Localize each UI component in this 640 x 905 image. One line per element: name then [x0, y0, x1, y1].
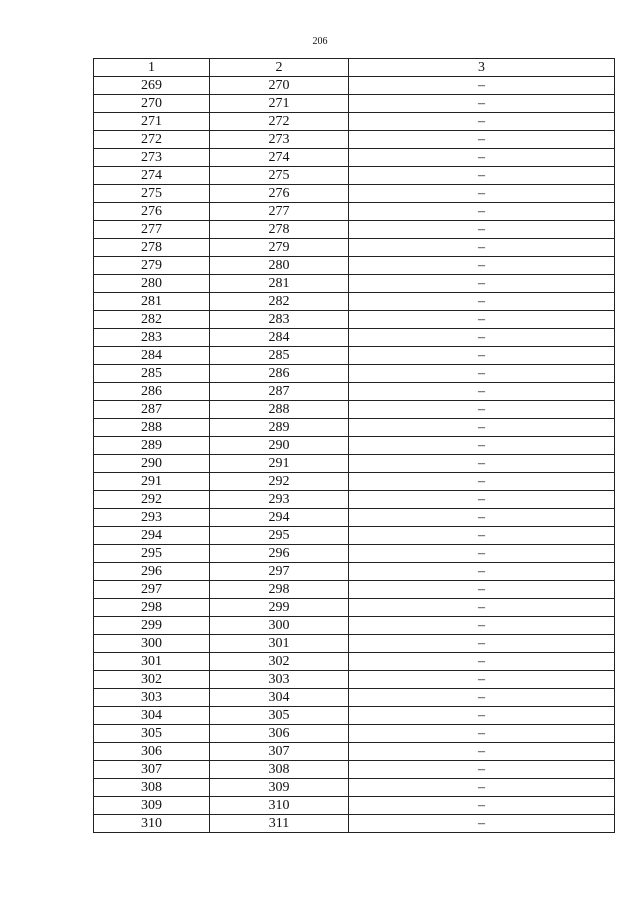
table-cell-col-3: –: [349, 545, 615, 563]
table-cell-col-1: 291: [94, 473, 210, 491]
table-row: [94, 293, 615, 311]
table-header-row: [94, 59, 615, 77]
table-cell-col-1: 269: [94, 77, 210, 95]
table-row: [94, 545, 615, 563]
table-cell-col-1: 298: [94, 599, 210, 617]
table-cell-col-3: –: [349, 689, 615, 707]
table-row: [94, 437, 615, 455]
table-cell-col-1: 282: [94, 311, 210, 329]
table-cell-col-2: 303: [210, 671, 349, 689]
table-cell-col-3: –: [349, 563, 615, 581]
table-cell-col-1: 306: [94, 743, 210, 761]
table-cell-col-2: 301: [210, 635, 349, 653]
table-cell-col-3: –: [349, 293, 615, 311]
table-cell-col-1: 305: [94, 725, 210, 743]
table-cell-col-1: 273: [94, 149, 210, 167]
table-row: [94, 761, 615, 779]
table-cell-col-1: 296: [94, 563, 210, 581]
table-cell-col-1: 285: [94, 365, 210, 383]
table-cell-col-1: 281: [94, 293, 210, 311]
table-cell-col-1: 275: [94, 185, 210, 203]
table-cell-col-1: 295: [94, 545, 210, 563]
table-cell-col-3: –: [349, 599, 615, 617]
table-cell-col-1: 299: [94, 617, 210, 635]
table-cell-col-2: 295: [210, 527, 349, 545]
column-header-1: 1: [94, 59, 210, 77]
table-cell-col-3: –: [349, 383, 615, 401]
table-cell-col-3: –: [349, 581, 615, 599]
table-cell-col-1: 309: [94, 797, 210, 815]
table-row: [94, 329, 615, 347]
table-cell-col-1: 292: [94, 491, 210, 509]
table-cell-col-3: –: [349, 185, 615, 203]
table-row: [94, 671, 615, 689]
table-cell-col-2: 304: [210, 689, 349, 707]
table-row: [94, 131, 615, 149]
table-cell-col-1: 270: [94, 95, 210, 113]
table-cell-col-2: 308: [210, 761, 349, 779]
table-cell-col-3: –: [349, 203, 615, 221]
table-cell-col-3: –: [349, 635, 615, 653]
table-cell-col-2: 278: [210, 221, 349, 239]
table-cell-col-2: 293: [210, 491, 349, 509]
table-row: [94, 617, 615, 635]
table-row: [94, 383, 615, 401]
table-row: [94, 743, 615, 761]
table-row: [94, 635, 615, 653]
table-cell-col-1: 300: [94, 635, 210, 653]
table-cell-col-2: 305: [210, 707, 349, 725]
table-row: [94, 347, 615, 365]
table-cell-col-3: –: [349, 653, 615, 671]
table-row: [94, 401, 615, 419]
table-cell-col-2: 275: [210, 167, 349, 185]
table-cell-col-2: 300: [210, 617, 349, 635]
table-row: [94, 797, 615, 815]
table-cell-col-2: 297: [210, 563, 349, 581]
table-row: [94, 365, 615, 383]
table-cell-col-1: 287: [94, 401, 210, 419]
table-cell-col-2: 277: [210, 203, 349, 221]
table-row: [94, 527, 615, 545]
table-cell-col-2: 272: [210, 113, 349, 131]
table-cell-col-1: 307: [94, 761, 210, 779]
table-cell-col-3: –: [349, 329, 615, 347]
table-cell-col-1: 272: [94, 131, 210, 149]
table-cell-col-3: –: [349, 761, 615, 779]
page-number: 206: [312, 36, 328, 47]
table-cell-col-2: 291: [210, 455, 349, 473]
table-cell-col-1: 289: [94, 437, 210, 455]
table-row: [94, 275, 615, 293]
table-cell-col-2: 286: [210, 365, 349, 383]
table-cell-col-2: 306: [210, 725, 349, 743]
table-cell-col-3: –: [349, 491, 615, 509]
table-row: [94, 185, 615, 203]
table-cell-col-2: 302: [210, 653, 349, 671]
table-row: [94, 563, 615, 581]
table-row: [94, 419, 615, 437]
table-row: [94, 95, 615, 113]
table-cell-col-1: 286: [94, 383, 210, 401]
table-cell-col-2: 289: [210, 419, 349, 437]
table-cell-col-1: 310: [94, 815, 210, 833]
table-cell-col-2: 288: [210, 401, 349, 419]
table-cell-col-3: –: [349, 257, 615, 275]
table-cell-col-1: 308: [94, 779, 210, 797]
table-cell-col-1: 283: [94, 329, 210, 347]
table-row: [94, 599, 615, 617]
table-cell-col-2: 280: [210, 257, 349, 275]
table-cell-col-1: 304: [94, 707, 210, 725]
table-cell-col-1: 271: [94, 113, 210, 131]
table-cell-col-2: 270: [210, 77, 349, 95]
table-cell-col-3: –: [349, 455, 615, 473]
table-cell-col-3: –: [349, 401, 615, 419]
column-header-3: 3: [349, 59, 615, 77]
table-cell-col-3: –: [349, 221, 615, 239]
table-cell-col-1: 301: [94, 653, 210, 671]
table-cell-col-3: –: [349, 149, 615, 167]
table-cell-col-3: –: [349, 725, 615, 743]
table-cell-col-3: –: [349, 437, 615, 455]
table-cell-col-3: –: [349, 527, 615, 545]
table-cell-col-3: –: [349, 779, 615, 797]
table-cell-col-2: 299: [210, 599, 349, 617]
table-cell-col-2: 282: [210, 293, 349, 311]
table-cell-col-2: 284: [210, 329, 349, 347]
table-cell-col-1: 294: [94, 527, 210, 545]
table-cell-col-3: –: [349, 743, 615, 761]
table-row: [94, 689, 615, 707]
table-cell-col-1: 276: [94, 203, 210, 221]
table-row: [94, 509, 615, 527]
data-table: [93, 58, 615, 833]
column-header-2: 2: [210, 59, 349, 77]
table-cell-col-1: 280: [94, 275, 210, 293]
table-cell-col-2: 294: [210, 509, 349, 527]
table-cell-col-3: –: [349, 671, 615, 689]
table-cell-col-3: –: [349, 113, 615, 131]
table-row: [94, 779, 615, 797]
table-cell-col-3: –: [349, 131, 615, 149]
table-body: [94, 77, 615, 833]
table-cell-col-1: 293: [94, 509, 210, 527]
table-cell-col-2: 283: [210, 311, 349, 329]
table-row: [94, 725, 615, 743]
table-cell-col-1: 278: [94, 239, 210, 257]
table-cell-col-2: 311: [210, 815, 349, 833]
table-cell-col-3: –: [349, 167, 615, 185]
table-cell-col-3: –: [349, 815, 615, 833]
table-cell-col-1: 284: [94, 347, 210, 365]
table-cell-col-2: 296: [210, 545, 349, 563]
table-row: [94, 113, 615, 131]
table-cell-col-1: 302: [94, 671, 210, 689]
table-cell-col-3: –: [349, 347, 615, 365]
table-row: [94, 257, 615, 275]
table-row: [94, 203, 615, 221]
table-row: [94, 455, 615, 473]
table-cell-col-3: –: [349, 77, 615, 95]
table-cell-col-1: 277: [94, 221, 210, 239]
table-cell-col-2: 281: [210, 275, 349, 293]
table-cell-col-3: –: [349, 617, 615, 635]
table-row: [94, 77, 615, 95]
table-row: [94, 239, 615, 257]
table-cell-col-3: –: [349, 311, 615, 329]
table-row: [94, 221, 615, 239]
table-cell-col-1: 303: [94, 689, 210, 707]
table-cell-col-1: 279: [94, 257, 210, 275]
table-cell-col-2: 307: [210, 743, 349, 761]
table-cell-col-2: 292: [210, 473, 349, 491]
table-cell-col-2: 287: [210, 383, 349, 401]
table-cell-col-2: 310: [210, 797, 349, 815]
table-cell-col-1: 297: [94, 581, 210, 599]
table-row: [94, 473, 615, 491]
table-cell-col-3: –: [349, 419, 615, 437]
table-row: [94, 581, 615, 599]
table-cell-col-1: 274: [94, 167, 210, 185]
table-cell-col-3: –: [349, 707, 615, 725]
table-cell-col-2: 273: [210, 131, 349, 149]
table-cell-col-2: 285: [210, 347, 349, 365]
table-header: [94, 59, 615, 77]
table-cell-col-3: –: [349, 239, 615, 257]
table-cell-col-2: 290: [210, 437, 349, 455]
table-row: [94, 311, 615, 329]
table-row: [94, 707, 615, 725]
table-row: [94, 149, 615, 167]
table-row: [94, 167, 615, 185]
table-row: [94, 653, 615, 671]
table-cell-col-2: 298: [210, 581, 349, 599]
table-cell-col-1: 290: [94, 455, 210, 473]
table-cell-col-2: 274: [210, 149, 349, 167]
table-cell-col-3: –: [349, 275, 615, 293]
table-cell-col-2: 279: [210, 239, 349, 257]
table-cell-col-2: 276: [210, 185, 349, 203]
table-cell-col-3: –: [349, 509, 615, 527]
table-cell-col-3: –: [349, 365, 615, 383]
table-cell-col-3: –: [349, 797, 615, 815]
table-cell-col-3: –: [349, 95, 615, 113]
table-row: [94, 815, 615, 833]
table-row: [94, 491, 615, 509]
table-cell-col-1: 288: [94, 419, 210, 437]
table-cell-col-3: –: [349, 473, 615, 491]
table-cell-col-2: 271: [210, 95, 349, 113]
table-cell-col-2: 309: [210, 779, 349, 797]
